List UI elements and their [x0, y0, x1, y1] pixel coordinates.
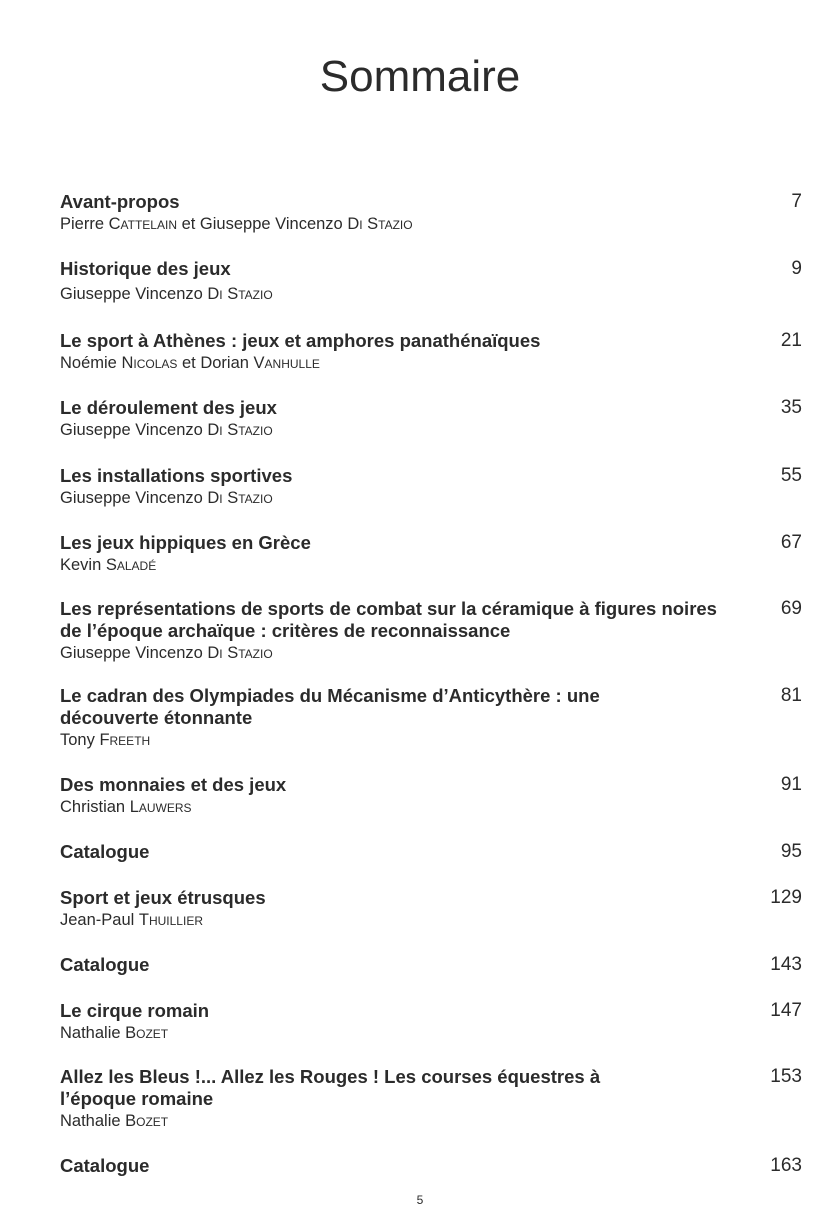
toc-entry — [60, 1066, 802, 1132]
toc-entry — [60, 397, 802, 441]
entry-author: Noémie Nicolas et Dorian Vanhulle — [60, 354, 320, 372]
entry-page: 21 — [780, 330, 802, 351]
toc-entry — [60, 841, 802, 863]
entry-title: Le sport à Athènes : jeux et amphores panathénaïques — [60, 330, 541, 351]
entry-page: 129 — [770, 887, 802, 908]
toc-entry — [60, 598, 802, 664]
toc-entry — [60, 1000, 802, 1044]
entry-title: Avant-propos — [60, 191, 180, 212]
entry-author: Giuseppe Vincenzo Di Stazio — [60, 644, 273, 662]
entry-title: Le déroulement des jeux — [60, 397, 277, 418]
entry-author: Tony Freeth — [60, 731, 151, 749]
entry-page: 9 — [791, 258, 802, 279]
entry-page: 69 — [780, 598, 802, 619]
entry-author: Christian Lauwers — [60, 798, 192, 816]
entry-page: 7 — [791, 191, 802, 212]
entry-page: 163 — [770, 1155, 802, 1176]
toc-entry — [60, 330, 802, 374]
entry-author: Pierre Cattelain et Giuseppe Vincenzo Di Stazio — [60, 215, 413, 233]
entry-page: 67 — [780, 532, 802, 553]
entry-title: Les représentations de sports de combat sur la céramique à figures noires de l’époque archaïque : critères de reconnaissance — [60, 598, 717, 641]
entry-title: Les jeux hippiques en Grèce — [60, 532, 311, 553]
entry-title: Catalogue — [60, 954, 150, 975]
entry-title: Catalogue — [60, 1155, 150, 1176]
entry-author: Giuseppe Vincenzo Di Stazio — [60, 489, 273, 507]
toc-entry — [60, 685, 802, 751]
entry-page: 147 — [770, 1000, 802, 1021]
entry-author: Giuseppe Vincenzo Di Stazio — [60, 421, 273, 439]
entry-author: Kevin Saladé — [60, 556, 157, 574]
entry-title: Historique des jeux — [60, 258, 231, 279]
entry-title: Allez les Bleus !... Allez les Rouges ! Les courses équestres à l’époque romaine — [60, 1066, 601, 1109]
entry-page: 81 — [780, 685, 802, 706]
entry-title: Les installations sportives — [60, 465, 293, 486]
entry-title: Catalogue — [60, 841, 150, 862]
entry-title: Des monnaies et des jeux — [60, 774, 287, 795]
toc-entry — [60, 774, 802, 818]
toc-entry — [60, 191, 802, 235]
entry-page: 95 — [780, 841, 802, 862]
entry-page: 91 — [780, 774, 802, 795]
page-title: Sommaire — [319, 52, 521, 101]
toc-entry — [60, 532, 802, 576]
entry-author: Nathalie Bozet — [60, 1112, 169, 1130]
entry-title: Sport et jeux étrusques — [60, 887, 266, 908]
entry-author: Nathalie Bozet — [60, 1024, 169, 1042]
entry-author: Giuseppe Vincenzo Di Stazio — [60, 285, 273, 303]
toc-entry — [60, 954, 802, 976]
entry-title: Le cirque romain — [60, 1000, 210, 1021]
toc-entry — [60, 258, 802, 305]
entry-page: 35 — [780, 397, 802, 418]
toc-entry — [60, 1155, 802, 1177]
entry-page: 55 — [780, 465, 802, 486]
entry-page: 143 — [770, 954, 802, 975]
toc-entry — [60, 465, 802, 509]
entry-author: Jean-Paul Thuillier — [60, 911, 203, 929]
entry-title: Le cadran des Olympiades du Mécanisme d’Anticythère : une découverte étonnante — [60, 685, 600, 728]
page-number: 5 — [416, 1193, 424, 1207]
entry-page: 153 — [770, 1066, 802, 1087]
toc-entry — [60, 887, 802, 931]
